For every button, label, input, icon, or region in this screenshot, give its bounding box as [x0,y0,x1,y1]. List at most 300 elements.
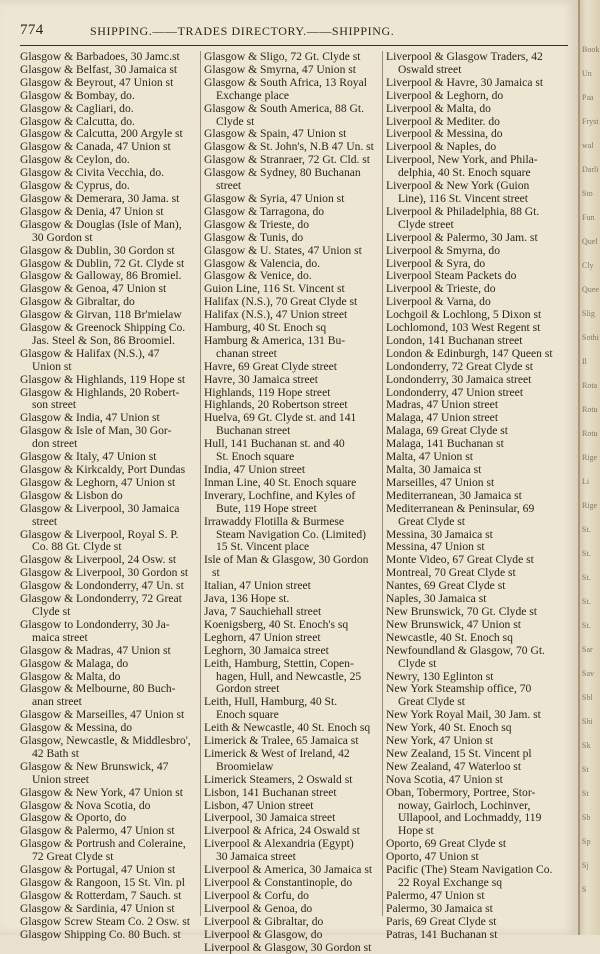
entry-line: Glasgow & Liverpool, 30 Gordon st [20,566,189,580]
directory-entry [204,193,376,206]
entry-line: Glasgow & Girvan, 118 Br'mielaw [20,308,182,322]
directory-entry [204,787,376,800]
directory-entry [204,606,376,619]
entry-continuation: Line), 116 St. Vincent street [398,191,529,205]
entry-line: Glasgow & Syria, 47 Union st [204,191,345,205]
entry-line: Liverpool & America, 30 Jamaica st [204,863,373,877]
entry-line: Liverpool & Smyrna, do [386,243,500,257]
directory-entry [204,942,376,954]
directory-entry [386,206,558,232]
entry-line: Glasgow & Calcutta, do. [20,114,135,128]
entry-line: New York Royal Mail, 30 Jam. st [386,708,541,722]
directory-entry [204,554,376,580]
directory-entry [204,335,376,361]
directory-entry [386,929,558,942]
entry-continuation: anan street [32,695,82,709]
directory-column-2 [204,51,376,954]
directory-entry [386,154,558,180]
entry-line: Glasgow & Isle of Man, 30 Gor- [20,424,172,438]
entry-line: Glasgow & Rotterdam, 7 Sauch. st [20,888,182,902]
entry-continuation: Jas. Steel & Son, 86 Broomiel. [32,333,175,347]
entry-line: Oporto, 47 Union st [386,850,479,864]
edge-fragment: Sar [582,645,593,654]
edge-fragment: Rotu [582,429,598,438]
entry-continuation: Bute, 119 Hope street [216,501,317,515]
entry-line: London, 141 Buchanan street [386,333,523,347]
entry-line: Glasgow & Dublin, 72 Gt. Clyde st [20,256,185,270]
entry-continuation: don street [32,437,78,451]
entry-line: New Zealand, 15 St. Vincent pl [386,746,532,760]
entry-line: Glasgow & South Africa, 13 Royal [204,75,367,89]
entry-line: Newcastle, 40 St. Enoch sq [386,630,513,644]
entry-line: Glasgow & Bombay, do. [20,88,135,102]
directory-entry [20,787,192,800]
edge-fragment: Rota [582,381,598,390]
edge-fragment: Quel [582,237,598,246]
directory-entry [204,206,376,219]
directory-entry [20,929,192,942]
directory-entry [386,787,558,839]
entry-line: Glasgow & Trieste, do [204,217,309,231]
directory-column-1 [20,51,192,942]
entry-continuation: Union street [32,772,89,786]
entry-line: Havre, 30 Jamaica street [204,372,318,386]
entry-line: Glasgow & Douglas (Isle of Man), [20,217,182,231]
entry-line: Nantes, 69 Great Clyde st [386,579,506,593]
directory-entry [20,490,192,503]
entry-line: London & Edinburgh, 147 Queen st [386,346,553,360]
column-divider [200,51,201,916]
directory-entry [20,529,192,555]
entry-line: Glasgow & Leghorn, 47 Union st [20,475,176,489]
edge-fragment: Sj [582,861,589,870]
entry-line: Naples, 30 Jamaica st [386,592,487,606]
entry-line: Glasgow & Italy, 47 Union st [20,450,157,464]
directory-entry [204,77,376,103]
entry-line: Glasgow & Liverpool, 24 Osw. st [20,553,177,567]
entry-continuation: Clyde st [216,114,255,128]
entry-line: Glasgow & Liverpool, Royal S. P. [20,527,179,541]
entry-line: Highlands, 20 Robertson street [204,398,348,412]
entry-line: Glasgow & Galloway, 86 Bromiel. [20,269,182,283]
entry-line: Monte Video, 67 Great Clyde st [386,553,534,567]
entry-line: Glasgow & Malta, do [20,669,121,683]
entry-line: Glasgow & Marseilles, 47 Union st [20,708,185,722]
entry-line: Newfoundland & Glasgow, 70 Gt. [386,643,545,657]
directory-entry [386,774,558,787]
entry-continuation: 15 St. Vincent place [216,540,310,554]
entry-line: Halifax (N.S.), 47 Union street [204,308,348,322]
directory-entry [204,890,376,903]
entry-line: Messina, 47 Union st [386,540,485,554]
edge-fragment: wal [582,141,594,150]
entry-line: Glasgow & New Brunswick, 47 [20,759,169,773]
entry-continuation: St. Enoch square [216,450,295,464]
entry-line: Palermo, 47 Union st [386,888,485,902]
entry-line: Java, 7 Sauchiehall street [204,604,322,618]
directory-entry [204,232,376,245]
edge-fragment: Sk [582,741,591,750]
edge-fragment: Paa [582,93,594,102]
entry-line: Glasgow & Belfast, 30 Jamaica st [20,62,178,76]
entry-line: Inman Line, 40 St. Enoch square [204,475,357,489]
edge-fragment: Il [582,357,587,366]
directory-entry [204,748,376,774]
directory-entry [20,838,192,864]
entry-line: Glasgow & Kirkcaldy, Port Dundas [20,463,186,476]
edge-fragment: Rige [582,501,598,510]
edge-fragment: Li [582,477,590,486]
directory-entry [20,464,192,477]
edge-fragment: Shi [582,717,593,726]
entry-line: Glasgow & Highlands, 20 Robert- [20,385,180,399]
entry-continuation: Exchange place [216,88,290,102]
edge-fragment: Darli [582,165,599,174]
directory-entry [386,645,558,671]
entry-line: New Brunswick, 47 Union st [386,617,521,631]
directory-entry [204,516,376,555]
directory-entry [386,606,558,619]
entry-line: Liverpool & New York (Guion [386,179,530,193]
directory-entry [386,51,558,77]
entry-line: Glasgow & Malaga, do [20,656,129,670]
edge-fragment: Fryst [582,117,599,126]
directory-entry [204,103,376,129]
directory-entry [386,619,558,632]
entry-line: Glasgow & India, 47 Union st [20,411,160,425]
entry-line: Lochlomond, 103 West Regent st [386,321,541,335]
entry-line: Glasgow & Rangoon, 15 St. Vin. pl [20,876,185,889]
entry-line: Hamburg & America, 131 Bu- [204,333,346,347]
edge-fragment: Un [582,69,592,78]
entry-line: Glasgow & Cyprus, do. [20,179,130,193]
entry-line: Glasgow & Calcutta, 200 Argyle st [20,127,183,141]
edge-fragment: St. [582,525,591,534]
entry-line: Glasgow & Smyrna, 47 Union st [204,62,357,76]
entry-line: Glasgow & Valencia, do. [204,256,321,270]
entry-continuation: 42 Bath st [32,746,80,760]
directory-entry [20,503,192,529]
entry-line: Liverpool & Syra, do [386,256,486,270]
entry-line: Londonderry, 72 Great Clyde st [386,359,534,373]
directory-entry [204,903,376,916]
entry-line: Liverpool & Constantinople, do [204,876,353,889]
entry-continuation: 22 Royal Exchange sq [398,876,502,889]
directory-entry [386,903,558,916]
edge-fragment: Sp [582,837,591,846]
entry-line: Patras, 141 Buchanan st [386,927,498,941]
entry-line: Liverpool & Naples, do [386,140,497,154]
entry-continuation: street [32,514,58,528]
page-number: 774 [20,22,44,38]
entry-line: Newry, 130 Eglinton st [386,669,494,683]
directory-entry [20,219,192,245]
entry-line: Glasgow & Sardinia, 47 Union st [20,901,175,915]
entry-line: Liverpool & Corfu, do [204,888,309,902]
entry-line: Mediterranean & Peninsular, 69 [386,501,535,515]
entry-continuation: Buchanan street [216,424,291,438]
entry-line: Highlands, 119 Hope street [204,385,331,399]
directory-entry [20,77,192,90]
entry-line: Londonderry, 47 Union street [386,385,524,399]
entry-line: Liverpool, 30 Jamaica street [204,811,336,825]
running-title: SHIPPING.——TRADES DIRECTORY.——SHIPPING. [90,24,395,38]
entry-line: New York, 40 St. Enoch sq [386,721,512,735]
entry-line: Glasgow & Gibraltar, do [20,295,135,309]
entry-line: Italian, 47 Union street [204,579,311,593]
entry-line: Malaga, 141 Buchanan st [386,437,504,451]
directory-entry [204,219,376,232]
entry-continuation: Oswald street [398,62,462,76]
entry-line: Halifax (N.S.), 70 Great Clyde st [204,295,358,309]
directory-entry [204,916,376,929]
entry-continuation: delphia, 40 St. Enoch square [398,166,531,180]
directory-entry [386,490,558,503]
directory-entry [20,193,192,206]
entry-line: Glasgow & Sligo, 72 Gt. Clyde st [204,50,361,63]
entry-line: Glasgow & Oporto, do [20,811,127,825]
entry-continuation: Great Clyde st [398,695,465,709]
entry-line: Glasgow & Sydney, 80 Buchanan [204,166,361,180]
directory-entry [20,645,192,658]
entry-line: Liverpool & Messina, do [386,127,503,141]
entry-line: Malaga, 47 Union street [386,411,499,425]
adjacent-page-edge [578,0,600,935]
entry-line: Liverpool & Mediter. do [386,114,500,128]
column-divider [382,51,383,916]
entry-line: Mediterranean, 30 Jamaica st [386,488,522,502]
entry-line: Glasgow Screw Steam Co. 2 Osw. st [20,914,190,928]
entry-line: Isle of Man & Glasgow, 30 Gordon st [204,553,369,580]
directory-entry [20,206,192,219]
entry-line: Glasgow & U. States, 47 Union st [204,243,362,257]
entry-line: Glasgow & Canada, 47 Union st [20,140,171,154]
entry-continuation: Clyde street [398,217,454,231]
entry-continuation: Broomielaw [216,759,274,773]
edge-fragment: Fun [582,213,595,222]
entry-line: Liverpool & Malta, do [386,101,491,115]
directory-entry [386,335,558,348]
entry-continuation: son street [32,398,77,412]
entry-line: Glasgow & South America, 88 Gt. [204,101,365,115]
entry-line: Liverpool & Gibraltar, do [204,914,324,928]
entry-line: Glasgow & Tarragona, do [204,204,325,218]
entry-line: Koenigsberg, 40 St. Enoch's sq [204,617,349,631]
directory-entry [386,464,558,477]
entry-line: Glasgow & Nova Scotia, do [20,798,151,812]
directory-entry [20,658,192,671]
entry-line: Oban, Tobermory, Portree, Stor- [386,785,536,799]
edge-fragment: St. [582,573,591,582]
entry-line: Glasgow & New York, 47 Union st [20,785,183,799]
edge-fragment: Quee [582,285,599,294]
entry-line: Palermo, 30 Jamaica st [386,901,493,915]
entry-line: Glasgow & Civita Vecchia, do. [20,166,165,180]
edge-fragment: Sothi [582,333,599,342]
entry-line: Glasgow & Madras, 47 Union st [20,643,171,657]
directory-entry [204,490,376,516]
entry-line: Malta, 30 Jamaica st [386,463,482,476]
edge-fragment: Slig [582,309,595,318]
entry-line: Glasgow & Tunis, do [204,230,304,244]
entry-line: Inverary, Lochfine, and Kyles of [204,488,356,502]
entry-line: Messina, 30 Jamaica st [386,527,493,541]
entry-continuation: Enoch square [216,708,279,722]
entry-line: Leghorn, 30 Jamaica street [204,643,329,657]
directory-entry [204,374,376,387]
directory-entry [386,77,558,90]
directory-entry [20,761,192,787]
entry-line: Liverpool & Glasgow, do [204,927,323,941]
directory-entry [20,593,192,619]
entry-line: Glasgow, Newcastle, & Middlesbro', [20,734,191,748]
entry-line: Glasgow & Lisbon do [20,488,123,502]
entry-line: Huelva, 69 Gt. Clyde st. and 141 [204,411,357,425]
entry-line: Liverpool & Philadelphia, 88 Gt. [386,204,540,218]
entry-line: Glasgow & Melbourne, 80 Buch- [20,682,176,696]
edge-fragment: Sb [582,813,591,822]
entry-line: Londonderry, 30 Jamaica street [386,372,532,386]
entry-continuation: Gordon street [216,682,280,696]
entry-continuation: Clyde st [32,604,71,618]
edge-fragment: St. [582,549,591,558]
entry-line: Glasgow & Palermo, 47 Union st [20,824,175,838]
entry-line: Glasgow & Barbadoes, 30 Jamc.st [20,50,180,63]
entry-line: Malta, 47 Union st [386,450,473,464]
directory-entry [20,103,192,116]
directory-entry [204,645,376,658]
directory-entry [20,735,192,761]
edge-fragment: Rotu [582,405,598,414]
directory-entry [20,903,192,916]
edge-fragment: Cly [582,261,594,270]
directory-entry [204,412,376,438]
edge-fragment: Sav [582,669,594,678]
directory-entry [20,387,192,413]
entry-continuation: street [216,179,242,193]
directory-entry [20,683,192,709]
entry-continuation: 30 Jamaica street [216,850,296,864]
directory-entry [20,348,192,374]
directory-entry [386,748,558,761]
directory-entry [386,735,558,748]
directory-entry [204,774,376,787]
edge-fragment: Book [582,45,600,54]
entry-line: Glasgow & Spain, 47 Union st [204,127,347,141]
entry-continuation: maica street [32,630,88,644]
entry-line: Glasgow & Londonderry, 72 Great [20,592,182,606]
directory-entry [204,322,376,335]
entry-line: New York Steamship office, 70 [386,682,532,696]
entry-line: Liverpool & Glasgow Traders, 42 [386,50,543,63]
entry-line: Glasgow & Halifax (N.S.), 47 [20,346,160,360]
entry-line: Irrawaddy Flotilla & Burmese [204,514,345,528]
entry-line: Liverpool & Glasgow, 30 Gordon st [204,940,372,954]
entry-line: New York, 47 Union st [386,734,493,748]
entry-line: Liverpool & Genoa, do [204,901,313,915]
directory-entry [386,361,558,374]
directory-entry [204,51,376,64]
directory-entry [386,632,558,645]
entry-line: Lisbon, 47 Union street [204,798,314,812]
entry-line: Liverpool Steam Packets do [386,269,517,283]
directory-entry [204,619,376,632]
entry-line: Marseilles, 47 Union st [386,475,495,489]
entry-line: Glasgow & Dublin, 30 Gordon st [20,243,175,257]
directory-column-3 [386,51,558,942]
directory-entry [204,838,376,864]
directory-entry [386,348,558,361]
entry-line: Glasgow Shipping Co. 80 Buch. st [20,927,181,941]
directory-entry [386,245,558,258]
directory-entry [204,464,376,477]
edge-fragment: St. [582,597,591,606]
edge-fragment: St. [582,621,591,630]
directory-entry [204,477,376,490]
entry-line: Lisbon, 141 Buchanan street [204,785,337,799]
entry-line: Glasgow & Highlands, 119 Hope st [20,372,186,386]
directory-entry [386,180,558,206]
entry-line: Glasgow & Genoa, 47 Union st [20,282,167,296]
directory-entry [386,477,558,490]
entry-line: Guion Line, 116 St. Vincent st [204,282,345,296]
edge-fragment: St [582,765,589,774]
entry-line: Lochgoil & Lochlong, 5 Dixon st [386,308,542,322]
entry-line: Oporto, 69 Great Clyde st [386,837,507,851]
directory-entry [204,361,376,374]
directory-entry [386,103,558,116]
directory-entry [20,374,192,387]
entry-line: Liverpool & Trieste, do [386,282,496,296]
directory-entry [204,877,376,890]
entry-line: Paris, 69 Great Clyde st [386,914,497,928]
entry-line: Liverpool & Palermo, 30 Jam. st [386,230,538,244]
entry-line: Liverpool & Leghorn, do [386,88,504,102]
entry-continuation: 30 Gordon st [32,230,93,244]
header-rule [20,45,568,46]
entry-line: Glasgow & Cagliari, do. [20,101,134,115]
entry-line: Limerick Steamers, 2 Oswald st [204,772,353,786]
entry-continuation: Great Clyde st [398,514,465,528]
directory-entry [20,477,192,490]
directory-entry [386,916,558,929]
directory-entry [204,929,376,942]
entry-line: India, 47 Union street [204,463,306,476]
entry-line: Glasgow to Londonderry, 30 Ja- [20,617,170,631]
entry-line: Glasgow & Beyrout, 47 Union st [20,75,174,89]
entry-line: Glasgow & Messina, do [20,721,133,735]
directory-entry [386,322,558,335]
directory-entry [204,632,376,645]
entry-line: Glasgow & Denia, 47 Union st [20,204,164,218]
entry-line: Madras, 47 Union street [386,398,499,412]
entry-line: Nova Scotia, 47 Union st [386,772,503,786]
entry-line: Glasgow & Portugal, 47 Union st [20,863,176,877]
edge-fragment: Sto [582,189,593,198]
edge-fragment: Sbl [582,693,593,702]
entry-continuation: Ullapool, and Lochmaddy, 119 [398,811,542,825]
directory-entry [20,425,192,451]
entry-continuation: 72 Great Clyde st [32,850,114,864]
directory-entry [20,90,192,103]
entry-line: Glasgow & Greenock Shipping Co. [20,321,186,335]
entry-line: Liverpool, New York, and Phila- [386,153,538,167]
entry-continuation: hagen, Hull, and Newcastle, 25 [216,669,362,683]
entry-continuation: Clyde st [398,656,437,670]
entry-line: Liverpool & Alexandria (Egypt) [204,837,354,851]
entry-line: Leghorn, 47 Union street [204,630,321,644]
entry-line: Glasgow & St. John's, N.B 47 Un. st [204,140,374,154]
